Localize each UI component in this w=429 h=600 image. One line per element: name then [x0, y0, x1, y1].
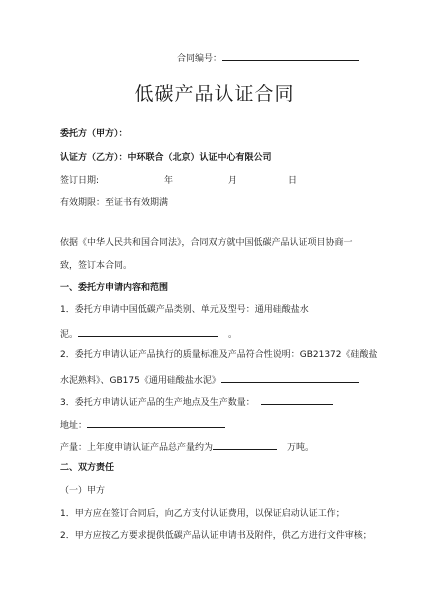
contract-number-field[interactable]	[222, 50, 359, 61]
standard-field[interactable]	[221, 372, 359, 383]
output-field[interactable]	[213, 439, 277, 450]
item1-line-2	[60, 326, 237, 341]
sign-date-day: 日	[288, 176, 298, 186]
item3-line-1	[60, 394, 333, 409]
item1-line-1: 1．委托方申请中国低碳产品类别、单元及型号：通用硅酸盐水	[60, 305, 309, 315]
section2-item-1: 1．甲方应在签订合同后，向乙方支付认证费用，以保证启动认证工作；	[60, 509, 345, 519]
sign-date-year: 年	[164, 176, 174, 186]
contract-number-row	[177, 50, 359, 65]
contract-number-label: 合同编号：	[177, 54, 223, 64]
item2-line-1: 2．委托方申请认证产品执行的质量标准及产品符合性说明：GB21372《硅酸盐	[60, 350, 378, 360]
intro-line-2: 致，签订本合同。	[60, 261, 133, 271]
address-label: 地址：	[60, 421, 88, 431]
validity-line: 有效期限：至证书有效期满	[60, 198, 169, 208]
product-category-field[interactable]	[78, 326, 218, 337]
output-unit: 万吨。	[287, 443, 315, 453]
quantity-field[interactable]	[261, 394, 333, 405]
address-row	[60, 417, 225, 432]
item2-text: 水泥熟料》、GB175《通用硅酸盐水泥》	[60, 376, 221, 386]
item3-text: 3．委托方申请认证产品的生产地点及生产数量：	[60, 398, 255, 408]
intro-line-1: 依据《中华人民共和国合同法》，合同双方就中国低碳产品认证项目协商一	[60, 238, 353, 248]
section2-sub-a: （一）甲方	[60, 486, 106, 496]
sign-date-label: 签订日期:	[60, 176, 100, 186]
document-title: 低碳产品认证合同	[134, 83, 295, 105]
address-field[interactable]	[87, 417, 225, 428]
section2-heading: 二、双方责任	[60, 463, 115, 473]
party-a-line: 委托方（甲方）：	[60, 129, 128, 139]
party-b-line: 认证方（乙方）：中环联合（北京）认证中心有限公司	[60, 153, 272, 163]
output-row	[60, 439, 314, 454]
item1-suffix: 。	[228, 330, 238, 340]
sign-date-month: 月	[228, 176, 238, 186]
item1-prefix: 泥。	[60, 330, 79, 340]
output-label: 产量：上年度申请认证产品总产量约为	[60, 443, 214, 453]
section2-item-2: 2．甲方应按乙方要求提供低碳产品认证申请书及附件，供乙方进行文件审核；	[60, 531, 372, 541]
section1-heading: 一、委托方申请内容和范围	[60, 283, 169, 293]
item2-line-2	[60, 372, 359, 387]
